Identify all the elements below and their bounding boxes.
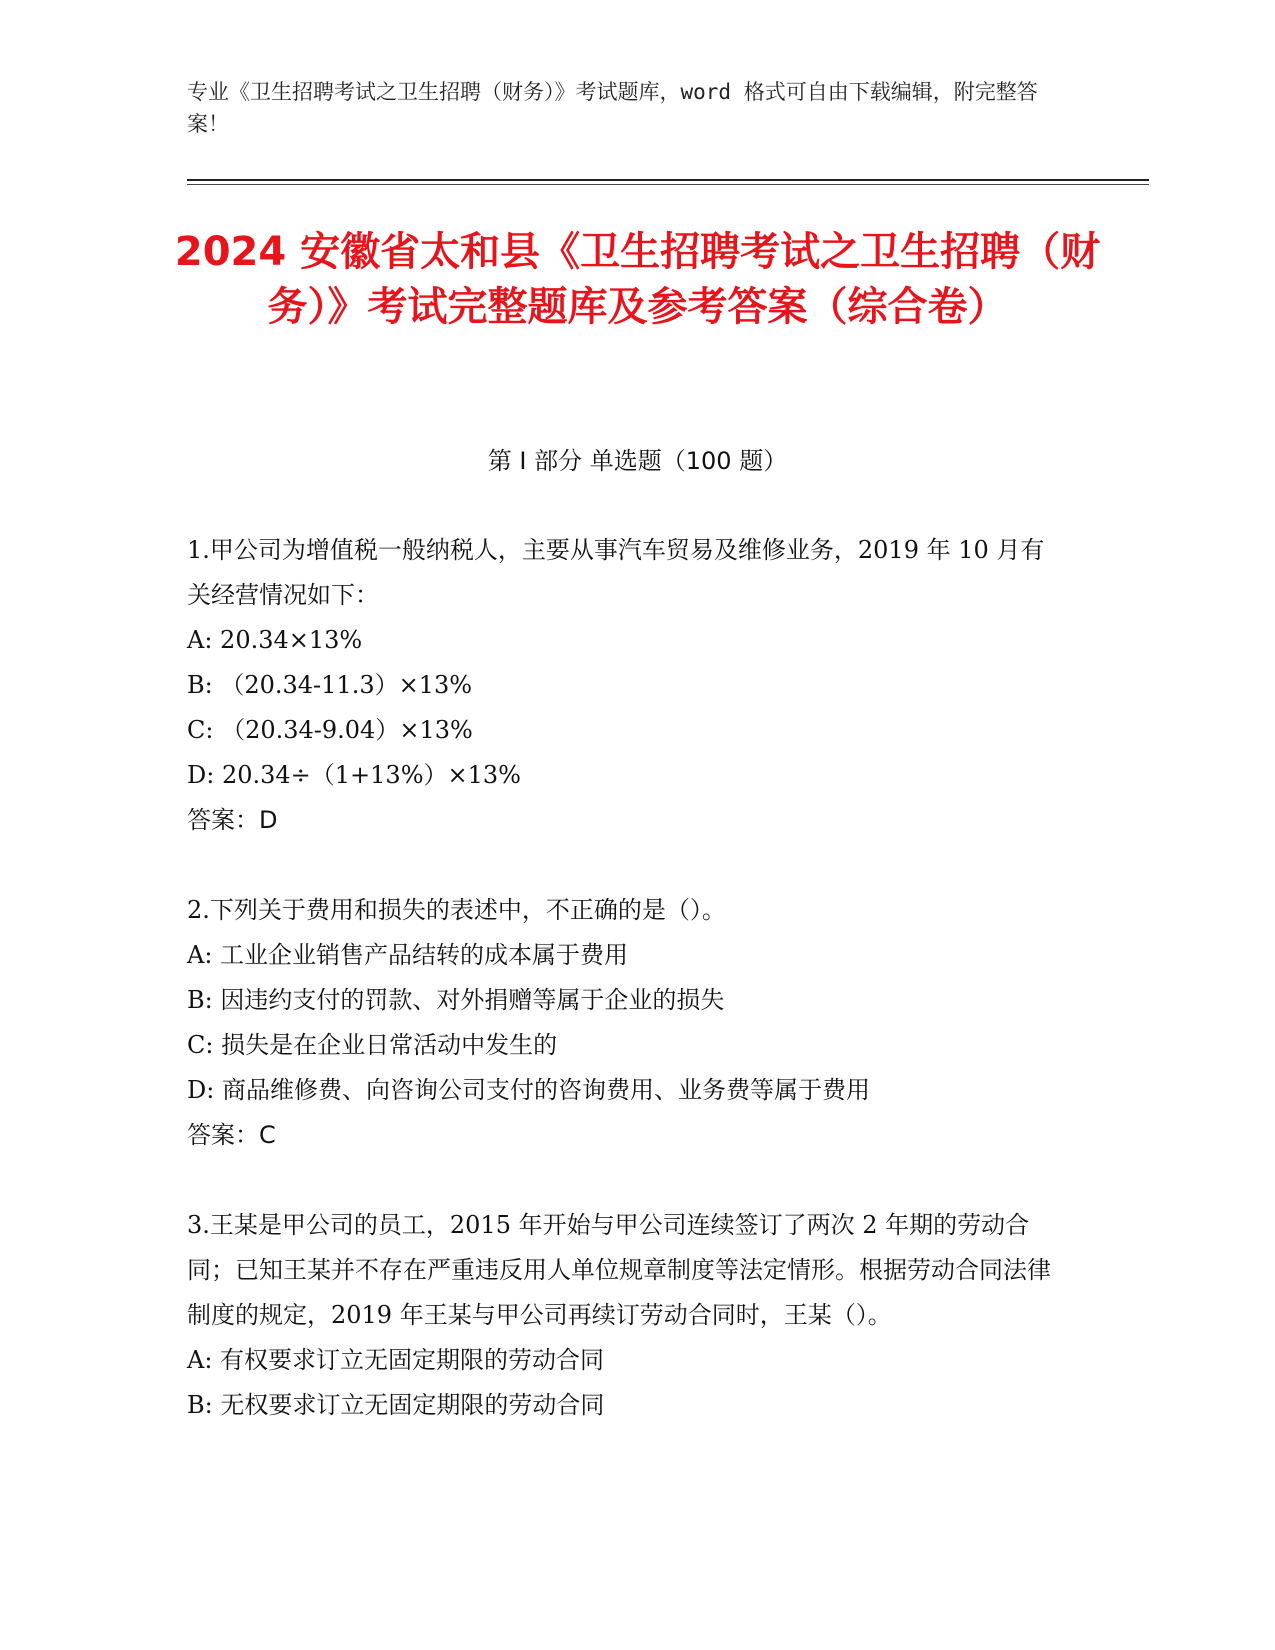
question-text: 2.下列关于费用和损失的表述中，不正确的是（）。	[187, 896, 726, 924]
option-b: B: 因违约支付的罚款、对外捐赠等属于企业的损失	[187, 986, 725, 1014]
option-b: B: 无权要求订立无固定期限的劳动合同	[187, 1391, 605, 1419]
header-rule-thin	[187, 184, 1149, 185]
answer: 答案：D	[187, 806, 278, 834]
option-a: A: 有权要求订立无固定期限的劳动合同	[187, 1346, 605, 1374]
question-text: 3.王某是甲公司的员工，2015 年开始与甲公司连续签订了两次 2 年期的劳动合同；已知王某并不存在严重违反用人单位规章制度等法定情形。根据劳动合同法律制度的规定，2019 年王某与甲公司再续订劳动合同时，王某（）。	[187, 1211, 1051, 1329]
option-d: D: 20.34÷（1+13%）×13%	[187, 761, 521, 789]
option-c: C: 损失是在企业日常活动中发生的	[187, 1031, 558, 1059]
option-a: A: 20.34×13%	[187, 626, 363, 654]
answer: 答案：C	[187, 1121, 276, 1149]
question-3	[187, 1203, 1067, 1428]
option-b: B: （20.34-11.3）×13%	[187, 671, 473, 699]
question-list	[187, 528, 1067, 1473]
question-text: 1.甲公司为增值税一般纳税人，主要从事汽车贸易及维修业务，2019 年 10 月有关经营情况如下：	[187, 536, 1045, 609]
document-title: 2024 安徽省太和县《卫生招聘考试之卫生招聘（财务）》考试完整题库及参考答案（综合卷）	[174, 229, 1101, 330]
header-note: 专业《卫生招聘考试之卫生招聘（财务）》考试题库，word 格式可自由下载编辑，附完整答案！	[187, 80, 1038, 136]
question-1	[187, 528, 1067, 843]
header-rule	[187, 179, 1149, 181]
question-2	[187, 888, 1067, 1158]
option-d: D: 商品维修费、向咨询公司支付的咨询费用、业务费等属于费用	[187, 1076, 870, 1104]
section-heading: 第 I 部分 单选题（100 题）	[487, 447, 788, 475]
option-a: A: 工业企业销售产品结转的成本属于费用	[187, 941, 629, 969]
option-c: C: （20.34-9.04）×13%	[187, 716, 473, 744]
